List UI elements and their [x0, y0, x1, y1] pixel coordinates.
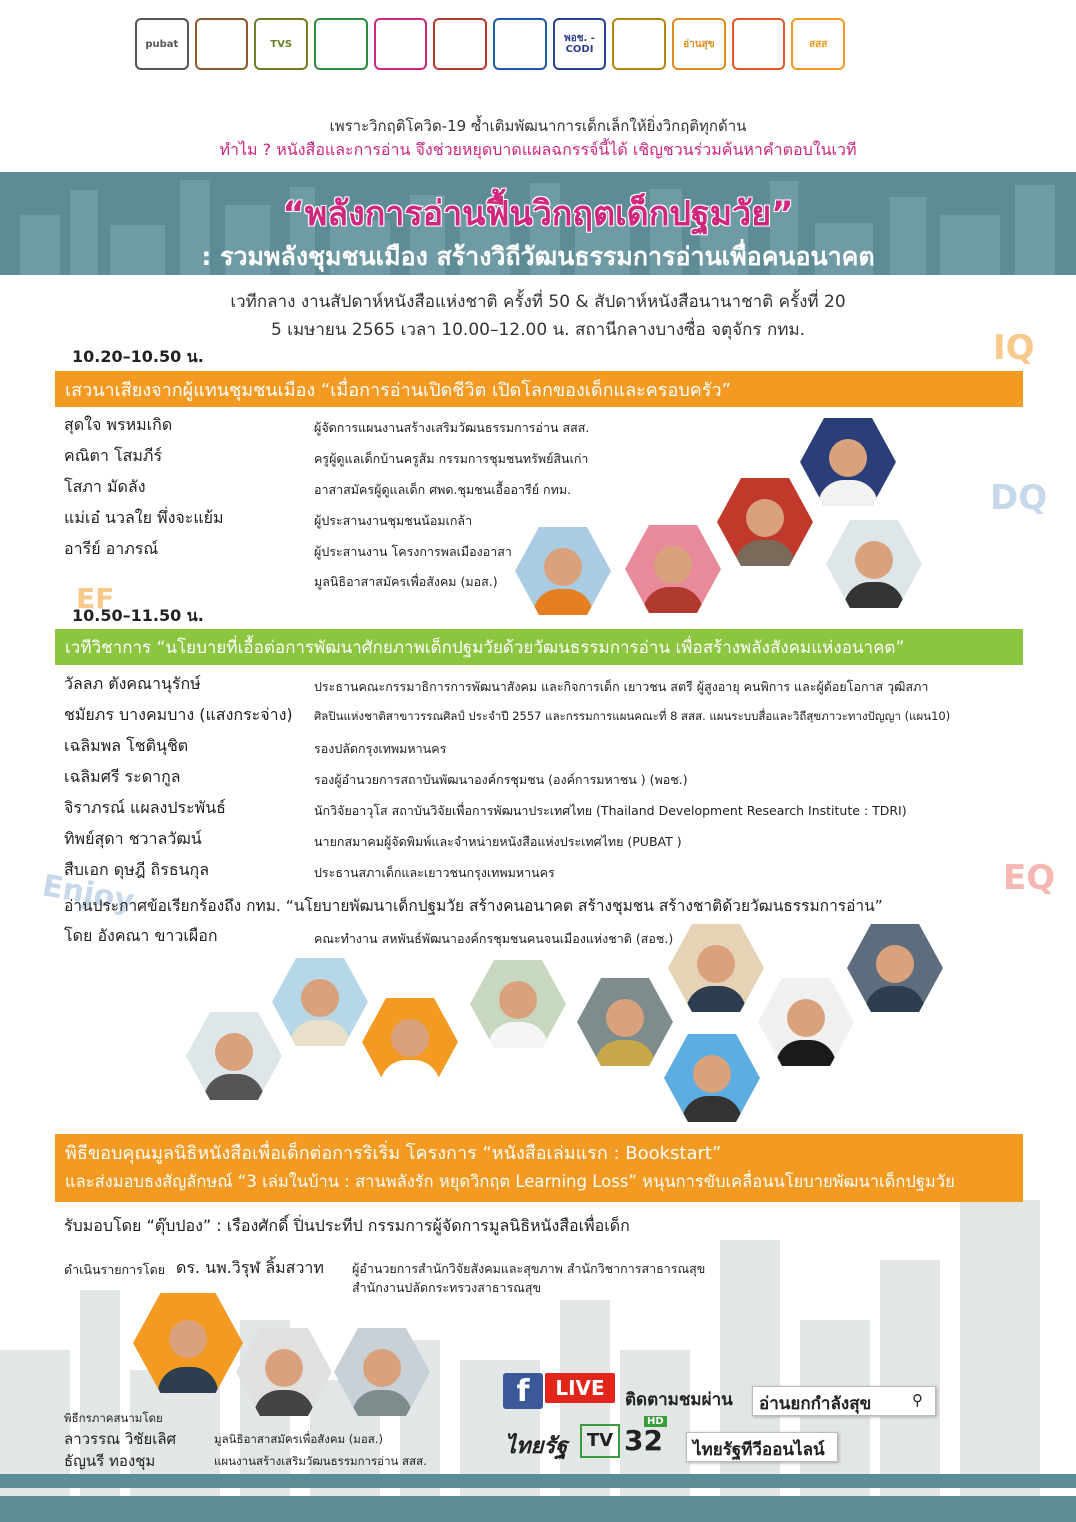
moderator-label: ดำเนินรายการโดย: [64, 1262, 166, 1277]
facebook-icon: f: [503, 1373, 543, 1409]
partner-logo: อ่านสุข: [672, 18, 726, 70]
speaker-photo: [826, 520, 922, 608]
s2-role-4: รองผู้อำนวยการสถาบันพัฒนาองค์กรชุมชน (องค์การมหาชน ) (พอช.): [314, 772, 688, 787]
s1-role-2: ครูผู้ดูแลเด็กบ้านครูส้ม กรรมการชุมชนทรัพย์สินเก่า: [314, 451, 589, 466]
session2-time: 10.50–11.50 น.: [72, 606, 204, 625]
mc-name-1: ลาวรรณ วิชัยเลิศ: [64, 1430, 177, 1448]
event-subtitle: : รวมพลังชุมชนเมือง สร้างวิถีวัฒนธรรมการอ่านเพื่อคนอนาคต: [201, 242, 875, 271]
s2-speaker-4: เฉลิมศรี ระดากูล: [64, 767, 181, 786]
partner-logo: pubat: [135, 18, 189, 70]
speaker-photo: [758, 978, 854, 1066]
s1-speaker-3: โสภา มัดลัง: [64, 477, 146, 496]
session1-heading: เสวนาเสียงจากผู้แทนชุมชนเมือง “เมื่อการอ่านเปิดชีวิต เปิดโลกของเด็กและครอบครัว”: [55, 371, 1023, 407]
date-line: 5 เมษายน 2565 เวลา 10.00–12.00 น. สถานีกลางบางซื่อ จตุจักร กทม.: [270, 320, 806, 340]
partner-logo: สสส: [791, 18, 845, 70]
ceremony-receiver: รับมอบโดย “ตุ๊บปอง” : เรืองศักดิ์ ปิ่นประทีป กรรมการผู้จัดการมูลนิธิหนังสือเพื่อเด็ก: [64, 1216, 630, 1235]
partner-logo: [612, 18, 666, 70]
search-text: อ่านยกกำลังสุข: [759, 1394, 872, 1414]
ceremony-heading: [55, 1134, 1023, 1202]
announcer-name: โดย อังคณา ขาวเผือก: [64, 926, 218, 945]
moderator-name: ดร. นพ.วิรุฬ ลิ้มสวาท: [176, 1258, 324, 1277]
channel-number: 32: [624, 1424, 663, 1457]
s2-role-5: นักวิจัยอาวุโส สถาบันวิจัยเพื่อการพัฒนาประเทศไทย (Thailand Development Research Institute : TDRI): [314, 803, 907, 818]
s1-role-3: อาสาสมัครผู้ดูแลเด็ก ศพด.ชุมชนเอื้ออารีย์ กทม.: [314, 482, 572, 497]
enjoy-word: Enjoy: [39, 868, 137, 919]
iq-word: IQ: [993, 328, 1035, 368]
hd-badge: HD: [644, 1416, 667, 1427]
speaker-photo: [186, 1012, 282, 1100]
moderator-role-1: ผู้อำนวยการสำนักวิจัยสังคมและสุขภาพ สำนักวิชาการสาธารณสุข: [352, 1261, 706, 1276]
dq-word: DQ: [990, 478, 1048, 518]
intro-line-2: ทำไม ? หนังสือและการอ่าน จึงช่วยหยุดบาดแผลฉกรรจ์นี้ได้ เชิญชวนร่วมค้นหาคำตอบในเวที: [219, 140, 857, 159]
event-title: “พลังการอ่านฟื้นวิกฤตเด็กปฐมวัย”: [282, 194, 794, 234]
speaker-photo: [800, 418, 896, 506]
s2-speaker-2: ชมัยภร บางคมบาง (แสงกระจ่าง): [64, 705, 293, 724]
tv-online-text: ไทยรัฐทีวีออนไลน์: [693, 1440, 825, 1460]
follow-label: ติดตามชมผ่าน: [625, 1390, 733, 1410]
partner-logos: [135, 18, 845, 70]
footer-bar: [0, 1474, 1076, 1488]
ef-word: EF: [76, 582, 115, 615]
s1-extra-role: มูลนิธิอาสาสมัครเพื่อสังคม (มอส.): [314, 574, 498, 589]
announcer-role: คณะทำงาน สหพันธ์พัฒนาองค์กรชุมชนคนจนเมืองแห่งชาติ (สอช.): [314, 931, 674, 946]
tv-logo: TV: [580, 1424, 620, 1458]
partner-logo: [732, 18, 786, 70]
intro-line-1: เพราะวิกฤติโควิด-19 ซ้ำเติมพัฒนาการเด็กเล็กให้ยิ่งวิกฤติทุกด้าน: [329, 117, 747, 135]
speaker-photo: [272, 958, 368, 1046]
s1-role-5: ผู้ประสานงาน โครงการพลเมืองอาสา: [314, 544, 512, 559]
partner-logo: [374, 18, 428, 70]
speaker-photo: [362, 998, 458, 1086]
partner-logo: TVS: [254, 18, 308, 70]
partner-logo: [195, 18, 249, 70]
mc-org-2: แผนงานสร้างเสริมวัฒนธรรมการอ่าน สสส.: [214, 1454, 427, 1468]
session2-heading: เวทีวิชาการ “นโยบายที่เอื้อต่อการพัฒนาศักยภาพเด็กปฐมวัยด้วยวัฒนธรรมการอ่าน เพื่อสร้างพลังสังคมแห่งอนาคต”: [55, 629, 1023, 665]
s2-role-2: ศิลปินแห่งชาติสาขาวรรณศิลป์ ประจำปี 2557 และกรรมการแผนคณะที่ 8 สสส. แผนระบบสื่อและวิถีสุขภาวะทางปัญญา (แผน10): [314, 709, 951, 723]
eq-word: EQ: [1003, 858, 1056, 898]
announcement: อ่านประกาศข้อเรียกร้องถึง กทม. “นโยบายพัฒนาเด็กปฐมวัย สร้างคนอนาคต สร้างชุมชน สร้างชาติด้วยวัฒนธรรมการอ่าน”: [64, 897, 883, 915]
s2-speaker-3: เฉลิมพล โชตินุชิต: [64, 736, 189, 755]
s1-speaker-2: คณิตา โสมภีร์: [64, 446, 163, 465]
s2-speaker-1: วัลลภ ตังคณานุรักษ์: [64, 674, 201, 693]
partner-logo: [433, 18, 487, 70]
session1-time: 10.20–10.50 น.: [72, 347, 204, 366]
s2-role-1: ประธานคณะกรรมาธิการการพัฒนาสังคม และกิจการเด็ก เยาวชน สตรี ผู้สูงอายุ คนพิการ และผู้ด้อยโอกาส วุฒิสภา: [314, 679, 929, 694]
thairath-logo: ไทยรัฐ: [505, 1434, 568, 1459]
s1-speaker-4: แม่เอ๋ นวลใย พึ่งจะแย้ม: [64, 508, 224, 527]
s1-role-1: ผู้จัดการแผนงานสร้างเสริมวัฒนธรรมการอ่าน สสส.: [314, 420, 590, 435]
speaker-photo: [625, 525, 721, 613]
s2-role-3: รองปลัดกรุงเทพมหานคร: [314, 741, 447, 756]
s2-role-7: ประธานสภาเด็กและเยาวชนกรุงเทพมหานคร: [314, 865, 555, 880]
ceremony-line-2: และส่งมอบธงสัญลักษณ์ “3 เล่มในบ้าน : สานพลังรัก หยุดวิกฤต Learning Loss” หนุนการขับเคลื่อนนโยบายพัฒนาเด็กปฐมวัย: [65, 1172, 955, 1191]
s2-speaker-7: สืบเอก ดุษฎี ถิรธนกุล: [64, 860, 210, 879]
mc-org-1: มูลนิธิอาสาสมัครเพื่อสังคม (มอส.): [214, 1432, 383, 1446]
partner-logo: [493, 18, 547, 70]
s2-speaker-6: ทิพย์สุดา ชวาลวัฒน์: [64, 829, 202, 848]
footer-bar: [0, 1496, 1076, 1522]
s2-role-6: นายกสมาคมผู้จัดพิมพ์และจำหน่ายหนังสือแห่งประเทศไทย (PUBAT ): [314, 834, 682, 849]
s1-speaker-1: สุดใจ พรหมเกิด: [64, 415, 173, 434]
mc-name-2: ธัญนรี ทองชุม: [64, 1452, 156, 1470]
speaker-photo: [668, 924, 764, 1012]
speaker-photo: [717, 478, 813, 566]
speaker-photo: [470, 960, 566, 1048]
partner-logo: พอช. - CODI: [553, 18, 607, 70]
search-icon[interactable]: ⚲: [912, 1391, 923, 1409]
live-badge: LIVE: [545, 1373, 615, 1403]
speaker-photo: [515, 527, 611, 615]
mc-label: พิธีกรภาคสนามโดย: [64, 1411, 163, 1425]
partner-logo: [314, 18, 368, 70]
s1-speaker-5: อารีย์ อาภรณ์: [64, 539, 159, 558]
speaker-photo: [577, 978, 673, 1066]
s1-role-4: ผู้ประสานงานชุมชนน้อมเกล้า: [314, 513, 473, 528]
moderator-role-2: สำนักงานปลัดกระทรวงสาธารณสุข: [352, 1280, 541, 1295]
tv-online-box[interactable]: [686, 1432, 838, 1462]
s2-speaker-5: จิราภรณ์ แผลงประพันธ์: [64, 798, 226, 817]
speaker-photo: [847, 924, 943, 1012]
search-box[interactable]: [752, 1386, 936, 1416]
venue-line: เวทีกลาง งานสัปดาห์หนังสือแห่งชาติ ครั้งที่ 50 & สัปดาห์หนังสือนานาชาติ ครั้งที่ 20: [230, 292, 846, 312]
ceremony-line-1: พิธีขอบคุณมูลนิธิหนังสือเพื่อเด็กต่อการริเริ่ม โครงการ “หนังสือเล่มแรก : Bookstart”: [65, 1143, 722, 1164]
